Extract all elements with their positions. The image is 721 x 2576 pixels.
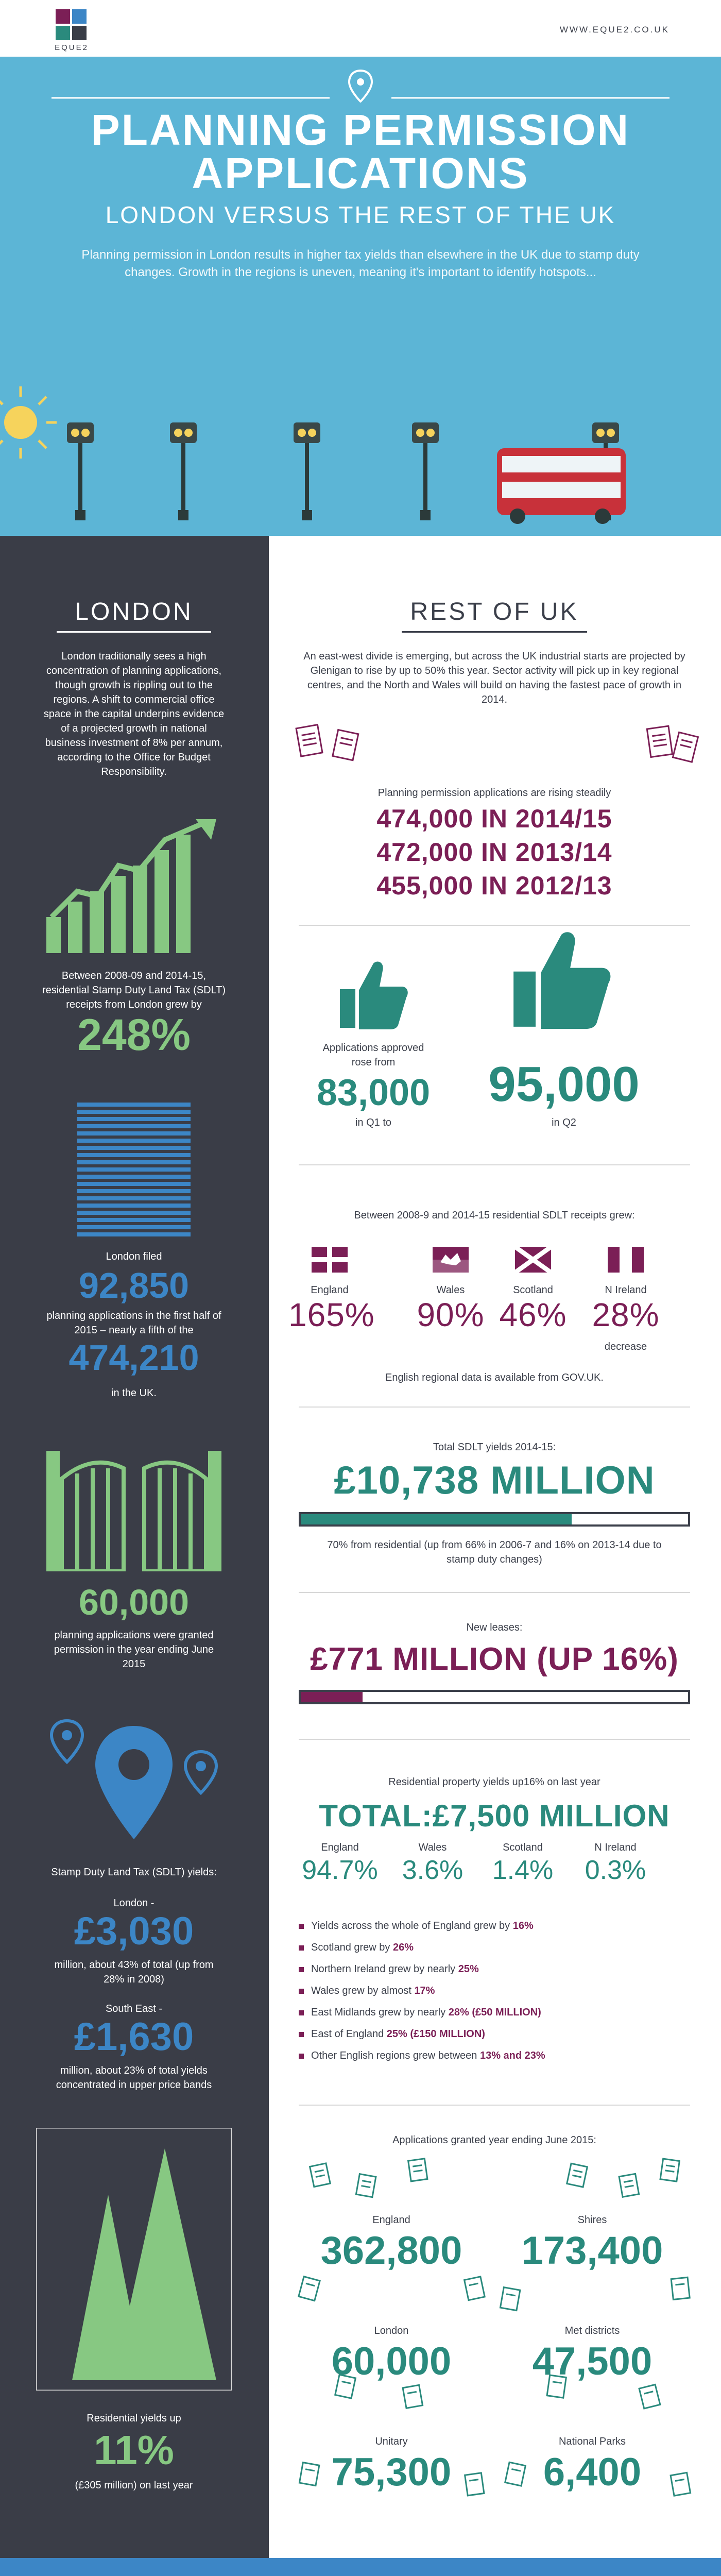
granted-england-value: 362,800 (320, 2229, 462, 2273)
hero-description: Planning permission in London results in higher tax yields than elsewhere in the UK due to stamp duty changes. Growth in the regions is uneven, meaning it's important to identify hotspots... (81, 248, 640, 279)
new-leases-bar-fill (301, 1692, 363, 1702)
granted-parks-label: National Parks (558, 2436, 626, 2447)
revenue-banner (0, 2558, 721, 2576)
new-leases-label: New leases: (466, 1622, 523, 1633)
scotland-flag-icon (515, 1247, 551, 1273)
nation-england-value: 165% (288, 1296, 375, 1333)
granted-unitary-value: 75,300 (331, 2450, 452, 2494)
approved-from-value: 83,000 (316, 1072, 431, 1113)
approved-text: Applications approved rose from (322, 1042, 424, 1068)
rest-intro: An east-west divide is emerging, but across the UK industrial starts are projected by Glenigan to rise by up to 50% this year. Sector activity will pick up in key regional centres, and the North and Wales will build on having the fastest pace of growth in 2014. (303, 651, 685, 705)
granted-london-value: 60,000 (331, 2340, 452, 2383)
brand-name: EQUE2 (55, 43, 89, 52)
section-divider (299, 1592, 690, 1593)
granted-shires-value: 173,400 (521, 2229, 663, 2273)
hero-title-line2: APPLICATIONS (192, 149, 529, 197)
growth-bar-chart-icon (46, 819, 221, 953)
granted-london-label: London (374, 2325, 409, 2336)
regional-note[interactable]: English regional data is available from GOV.UK. (385, 1372, 604, 1383)
bullet-item: Yields across the whole of England grew by 16% (299, 1919, 690, 1933)
rising-text: Planning permission applications are rising steadily (377, 787, 611, 799)
london-sdlt-text: Between 2008-09 and 2014-15, residential Stamp Duty Land Tax (SDLT) receipts from London grew by (42, 970, 226, 1010)
site-url[interactable]: WWW.EQUE2.CO.UK (559, 25, 670, 35)
hero-subtitle: LONDON VERSUS THE REST OF THE UK (105, 201, 616, 228)
property-yields-total: TOTAL:£7,500 MILLION (319, 1799, 670, 1833)
thumbs-up-large-icon (510, 927, 613, 1030)
thumbs-up-icon (337, 958, 409, 1030)
nation-scotland-value: 46% (499, 1296, 567, 1333)
nation-scotland-label: Scotland (513, 1284, 553, 1296)
hero-divider-lines (0, 82, 721, 108)
rest-title: REST OF UK (410, 598, 579, 625)
section-divider (299, 1739, 690, 1740)
hero-title (0, 108, 721, 195)
london-yield-label: London - (113, 1897, 154, 1909)
granted-england-label: England (372, 2214, 410, 2226)
street-lamp-icon (294, 422, 320, 520)
approved-to-label: in Q2 (552, 1117, 576, 1128)
stacked-papers-icon (72, 1103, 196, 1236)
document-icons (288, 721, 700, 768)
london-intro: London traditionally sees a high concentration of planning applications, though growth is rippling out to the regions. A shift to commercial office space in the capital underpins evidence of a projected growth in national business investment of 8% per annum, according to the Office for Budget Responsibility. (43, 651, 225, 777)
sun-icon (0, 386, 57, 459)
rest-title-underline (402, 631, 587, 633)
granted-met-label: Met districts (564, 2325, 620, 2336)
bullet-item: Northern Ireland grew by nearly 25% (299, 1962, 690, 1976)
street-lamp-icon (170, 422, 197, 520)
rising-2014: 474,000 IN 2014/15 (376, 804, 612, 833)
share-england-value: 94.7% (302, 1855, 378, 1885)
total-sdlt-bar-fill (301, 1514, 572, 1524)
total-sdlt-note: 70% from residential (up from 66% in 2006-7 and 16% on 2013-14 due to stamp duty changes) (327, 1539, 662, 1565)
share-wales-label: Wales (418, 1842, 447, 1853)
nation-ni-note: decrease (604, 1341, 647, 1352)
new-leases-bar (299, 1690, 690, 1704)
map-pins-icon (46, 1716, 221, 1850)
bullet-item: Other English regions grew between 13% and 23% (299, 2049, 690, 2062)
res-yield-label: Residential yields up (87, 2413, 181, 2424)
rising-2012: 455,000 IN 2012/13 (376, 871, 612, 900)
london-filed-label: London filed (106, 1251, 162, 1262)
granted-label: Applications granted year ending June 2015: (392, 2134, 596, 2146)
london-filed-total: 474,210 (68, 1337, 199, 1378)
eque2-logo (56, 9, 87, 40)
london-filed-text: planning applications in the first half of 2015 – nearly a fifth of the (46, 1310, 221, 1336)
share-scotland-label: Scotland (503, 1842, 543, 1853)
rising-peaks-icon (36, 2128, 232, 2391)
london-title-underline (57, 631, 211, 633)
granted-parks-value: 6,400 (543, 2450, 642, 2494)
nation-wales-label: Wales (436, 1284, 465, 1296)
new-leases-value: £771 MILLION (UP 16%) (310, 1641, 679, 1677)
london-filed-suffix: in the UK. (111, 1387, 157, 1399)
res-yield-text: (£305 million) on last year (75, 2480, 193, 2491)
london-yields-title: Stamp Duty Land Tax (SDLT) yields: (51, 1867, 217, 1878)
total-sdlt-label: Total SDLT yields 2014-15: (433, 1442, 556, 1453)
street-illustration (0, 381, 721, 536)
section-divider (299, 2105, 690, 2106)
growth-bullet-list (299, 1919, 690, 2071)
property-yields-label: Residential property yields up16% on last year (388, 1776, 600, 1788)
london-granted-value: 60,000 (78, 1582, 190, 1622)
bullet-item: East of England 25% (£150 MILLION) (299, 2027, 690, 2041)
wales-flag-icon (433, 1247, 469, 1273)
share-ni-label: N Ireland (594, 1842, 637, 1853)
bullet-item: Wales grew by almost 17% (299, 1984, 690, 1997)
total-sdlt-bar (299, 1512, 690, 1527)
street-lamp-icon (67, 422, 94, 520)
nation-england-label: England (311, 1284, 349, 1296)
southeast-yield-value: £1,630 (74, 2015, 194, 2059)
england-flag-icon (312, 1247, 348, 1273)
approved-from-label: in Q1 to (355, 1117, 392, 1128)
bullet-item: Scotland grew by 26% (299, 1941, 690, 1954)
hero-title-line1: PLANNING PERMISSION (91, 106, 630, 154)
london-title: LONDON (75, 598, 193, 625)
share-scotland-value: 1.4% (492, 1855, 554, 1885)
nation-ni-value: 28% (592, 1296, 660, 1333)
granted-unitary-label: Unitary (375, 2436, 408, 2447)
southeast-yield-label: South East - (105, 2003, 163, 2014)
res-yield-value: 11% (94, 2427, 174, 2473)
section-divider (299, 925, 690, 926)
gates-icon (46, 1432, 221, 1571)
granted-shires-label: Shires (577, 2214, 607, 2226)
double-decker-bus-icon (497, 448, 626, 524)
street-lamp-icon (412, 422, 439, 520)
london-filed-value: 92,850 (78, 1265, 190, 1306)
nation-ni-label: N Ireland (605, 1284, 647, 1296)
northern-ireland-flag-icon (608, 1247, 644, 1273)
section-divider (299, 1406, 690, 1408)
share-england-label: England (321, 1842, 359, 1853)
nations-sdlt-intro: Between 2008-9 and 2014-15 residential SDLT receipts grew: (354, 1210, 635, 1221)
total-sdlt-value: £10,738 MILLION (334, 1459, 655, 1502)
share-wales-value: 3.6% (402, 1855, 464, 1885)
nation-wales-value: 90% (417, 1296, 485, 1333)
section-divider (299, 1164, 690, 1165)
approved-to-value: 95,000 (488, 1057, 640, 1112)
southeast-yield-text: million, about 23% of total yields concentrated in upper price bands (56, 2065, 212, 2091)
london-yield-value: £3,030 (74, 1909, 194, 1953)
granted-met-value: 47,500 (532, 2340, 653, 2383)
rising-2013: 472,000 IN 2013/14 (376, 838, 612, 867)
london-sdlt-growth: 248% (77, 1010, 191, 1060)
bullet-item: East Midlands grew by nearly 28% (£50 MILLION) (299, 2006, 690, 2019)
london-yield-text: million, about 43% of total (up from 28% in 2008) (54, 1959, 214, 1985)
london-granted-text: planning applications were granted permission in the year ending June 2015 (54, 1630, 214, 1670)
share-ni-value: 0.3% (585, 1855, 646, 1885)
